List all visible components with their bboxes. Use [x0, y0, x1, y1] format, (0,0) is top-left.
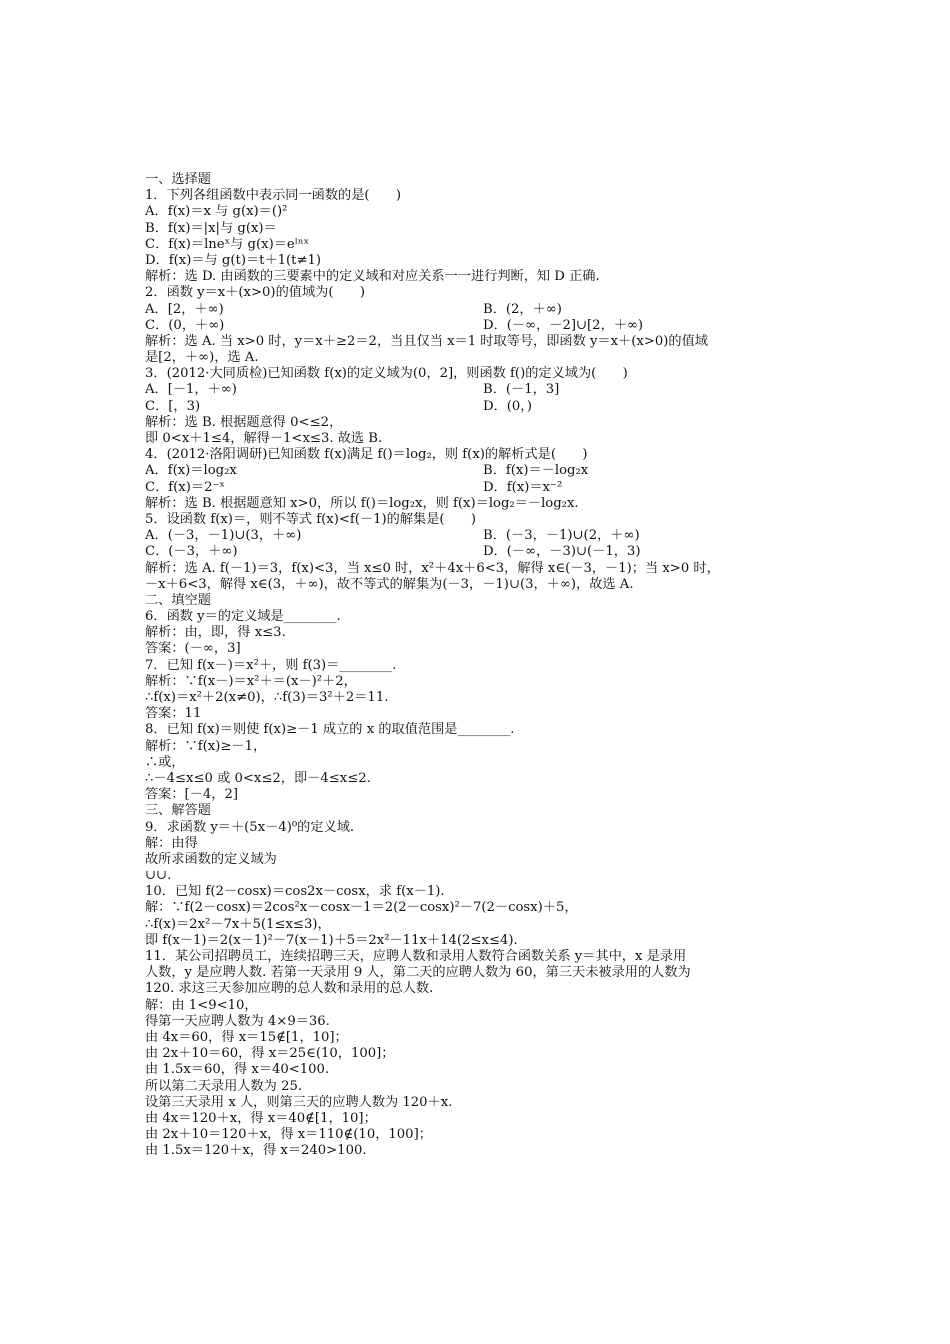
text-line: 解析：选 B. 根据题意得 0<≤2，: [145, 414, 343, 430]
option-text: B．(2，＋∞): [483, 301, 562, 317]
text-line: ∴或，: [145, 754, 185, 770]
text-line: ∪∪.: [145, 868, 172, 884]
text-line: 解：由 1<9<10，: [145, 997, 258, 1013]
text-line: 2．函数 y＝x＋(x>0)的值域为( ): [145, 285, 365, 301]
text-line: 人数，y 是应聘人数. 若第一天录用 9 人，第二天的应聘人数为 60，第三天未被录用的人数为: [145, 965, 691, 981]
text-line: 解析：选 A. f(－1)＝3，f(x)<3，当 x≤0 时，x²＋4x＋6<3，解得 x∈(－3，－1)；当 x>0 时，: [145, 560, 720, 576]
text-line: 即 f(x－1)＝2(x－1)²－7(x－1)＋5＝2x²－11x＋14(2≤x≤4).: [145, 932, 518, 948]
option-row: [145, 480, 815, 496]
text-line: 由 1.5x＝120＋x，得 x＝240>100.: [145, 1143, 367, 1159]
text-line: 由 1.5x＝60，得 x＝40<100.: [145, 1062, 330, 1078]
option-text: D．f(x)＝x⁻²: [483, 479, 563, 495]
text-line: ∴f(x)＝2x²－7x＋5(1≤x≤3)，: [145, 916, 331, 932]
option-text: A．[2，＋∞): [145, 301, 224, 317]
text-line: 设第三天录用 x 人，则第三天的应聘人数为 120＋x.: [145, 1094, 453, 1110]
text-line: 解：∵f(2－cosx)＝2cos²x－cosx－1＝2(2－cosx)²－7(2－cosx)＋5，: [145, 900, 578, 916]
text-line: 解析：选 B. 根据题意知 x>0，所以 f()＝log₂x，则 f(x)＝log₂＝－log₂x.: [145, 495, 579, 511]
text-line: 7．已知 f(x－)＝x²＋，则 f(3)＝________.: [145, 657, 397, 673]
text-line: 解：由得: [145, 835, 198, 851]
text-line: 二、填空题: [145, 592, 211, 608]
text-line: 由 2x＋10＝60，得 x＝25∈(10，100]；: [145, 1046, 395, 1062]
text-line: B．f(x)＝|x|与 g(x)＝: [145, 220, 277, 236]
option-row: [145, 399, 815, 415]
text-line: 120. 求这三天参加应聘的总人数和录用的总人数.: [145, 981, 434, 997]
text-line: 10．已知 f(2－cosx)＝cos2x－cosx，求 f(x－1).: [145, 884, 445, 900]
text-line: 即 0<x＋1≤4，解得－1<x≤3. 故选 B.: [145, 431, 383, 446]
option-text: C．(－3，＋∞): [145, 544, 238, 560]
option-text: D．(0，): [483, 398, 533, 414]
text-line: 三、解答题: [145, 803, 211, 819]
text-line: 1．下列各组函数中表示同一函数的是( ): [145, 188, 402, 204]
option-row: [145, 463, 815, 479]
text-line: 3．(2012·大同质检)已知函数 f(x)的定义域为(0，2]，则函数 f()的定义域为( ): [145, 366, 628, 382]
text-line: 得第一天应聘人数为 4×9＝36.: [145, 1013, 330, 1029]
text-line: 答案：[－4，2]: [145, 787, 239, 803]
option-text: B．(－3，－1)∪(2，＋∞): [483, 528, 640, 544]
text-line: 由 4x＝60，得 x＝15∉[1，10]；: [145, 1029, 348, 1045]
text-line: －x＋6<3，解得 x∈(3，＋∞)，故不等式的解集为(－3，－1)∪(3，＋∞)，故选 A.: [145, 576, 634, 592]
text-line: 解析：选 A. 当 x>0 时，y＝x＋≥2＝2，当且仅当 x＝1 时取等号，即函数 y＝x＋(x>0)的值域: [145, 333, 708, 349]
option-text: B．f(x)＝－log₂x: [483, 463, 589, 479]
text-line: ∴－4≤x≤0 或 0<x≤2，即－4≤x≤2.: [145, 770, 371, 786]
text-line: C．f(x)＝lneˣ与 g(x)＝eˡⁿˣ: [145, 236, 310, 252]
option-row: [145, 318, 815, 334]
option-text: D．(－∞，－3)∪(－1，3): [483, 544, 641, 560]
option-text: C．(0，＋∞): [145, 317, 225, 333]
text-line: 9．求函数 y＝＋(5x－4)⁰的定义域.: [145, 819, 355, 835]
text-line: 6．函数 y＝的定义域是________.: [145, 609, 341, 625]
option-text: C．[，3): [145, 398, 201, 414]
document-body: [145, 172, 815, 1159]
text-line: 8．已知 f(x)＝则使 f(x)≥－1 成立的 x 的取值范围是________.: [145, 722, 515, 738]
option-text: A．(－3，－1)∪(3，＋∞): [145, 528, 302, 544]
text-line: 所以第二天录用人数为 25.: [145, 1078, 303, 1094]
text-line: 是[2，＋∞)，选 A.: [145, 350, 259, 366]
text-line: 由 2x＋10＝120＋x，得 x＝110∉(10，100]；: [145, 1127, 432, 1143]
option-row: [145, 382, 815, 398]
option-text: A．f(x)＝log₂x: [145, 463, 237, 479]
text-line: ∴f(x)＝x²＋2(x≠0)，∴f(3)＝3²＋2＝11.: [145, 690, 389, 705]
text-line: 答案：11: [145, 706, 202, 722]
option-row: [145, 544, 815, 560]
text-line: D．f(x)＝与 g(t)＝t＋1(t≠1): [145, 252, 322, 268]
text-line: 11．某公司招聘员工，连续招聘三天，应聘人数和录用人数符合函数关系 y＝其中，x 是录用: [145, 949, 687, 964]
text-line: 解析：∵f(x－)＝x²＋＝(x－)²＋2，: [145, 673, 357, 689]
text-line: A．f(x)＝x 与 g(x)＝()²: [145, 204, 288, 220]
text-line: 故所求函数的定义域为: [145, 851, 277, 867]
text-line: 答案：(－∞，3]: [145, 641, 241, 657]
option-row: [145, 528, 815, 544]
text-line: 一、选择题: [145, 172, 211, 187]
text-line: 由 4x＝120＋x，得 x＝40∉[1，10]；: [145, 1110, 377, 1126]
option-text: D．(－∞，－2]∪[2，＋∞): [483, 317, 644, 333]
text-line: 解析：选 D. 由函数的三要素中的定义域和对应关系一一进行判断，知 D 正确.: [145, 269, 600, 285]
text-line: 解析：∵f(x)≥－1，: [145, 738, 267, 754]
option-text: A．[－1，＋∞): [145, 382, 237, 398]
option-text: B．(－1，3]: [483, 382, 560, 398]
text-line: 4．(2012·洛阳调研)已知函数 f(x)满足 f()＝log₂，则 f(x)的解析式是( ): [145, 447, 588, 463]
option-text: C．f(x)＝2⁻ˣ: [145, 479, 226, 495]
text-line: 5．设函数 f(x)＝，则不等式 f(x)<f(－1)的解集是( ): [145, 511, 477, 527]
text-line: 解析：由，即，得 x≤3.: [145, 625, 286, 641]
option-row: [145, 302, 815, 318]
